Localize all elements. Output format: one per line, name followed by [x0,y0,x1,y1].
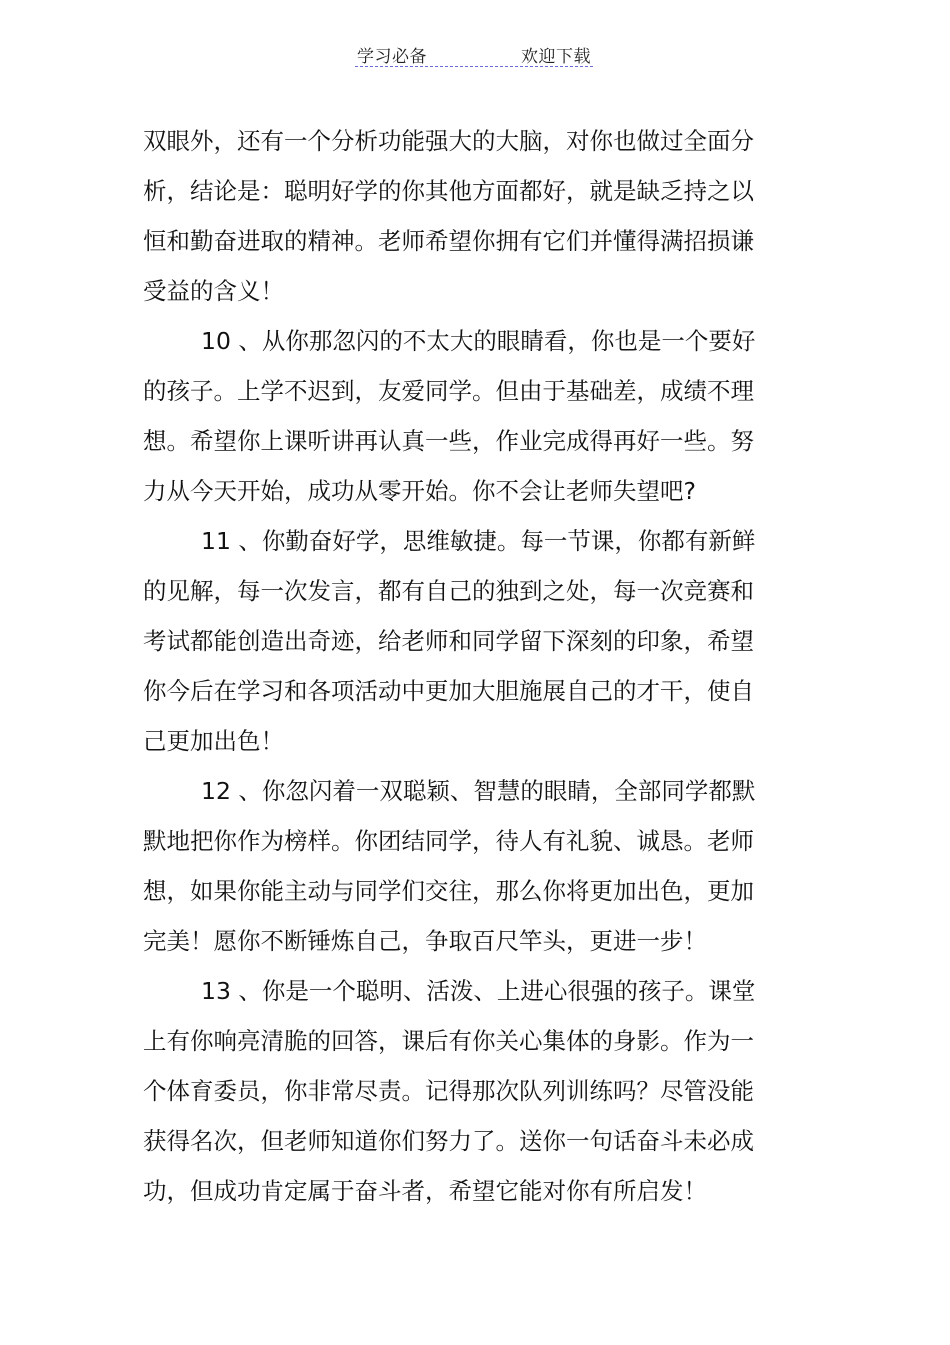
text-line: 获得名次，但老师知道你们努力了。送你一句话奋斗未必成 [143,1127,754,1155]
header-left-text: 学习必备 [357,47,427,67]
text-line: 想，如果你能主动与同学们交往，那么你将更加出色，更加 [143,877,754,905]
body-text [143,116,756,1216]
text-line: 的孩子。上学不迟到，友爱同学。但由于基础差，成绩不理 [143,377,754,405]
text-line: 11 、你勤奋好学，思维敏捷。每一节课，你都有新鲜 [201,527,756,555]
paragraph-continued [143,116,754,316]
text-line: 恒和勤奋进取的精神。老师希望你拥有它们并懂得满招损谦 [143,227,754,255]
text-line: 己更加出色！ [143,727,284,755]
text-line: 13 、你是一个聪明、活泼、上进心很强的孩子。课堂 [201,977,756,1005]
text-line: 默地把你作为榜样。你团结同学，待人有礼貌、诚恳。老师 [143,827,754,855]
text-line: 想。希望你上课听讲再认真一些，作业完成得再好一些。努 [143,427,754,455]
text-line: 力从今天开始，成功从零开始。你不会让老师失望吧? [143,477,696,505]
text-line: 10 、从你那忽闪的不太大的眼睛看，你也是一个要好 [201,327,756,355]
text-line: 的见解，每一次发言，都有自己的独到之处，每一次竞赛和 [143,577,754,605]
header-right-text: 欢迎下载 [521,47,591,67]
text-line: 功，但成功肯定属于奋斗者，希望它能对你有所启发！ [143,1177,707,1205]
text-line: 考试都能创造出奇迹，给老师和同学留下深刻的印象，希望 [143,627,754,655]
text-line: 双眼外，还有一个分析功能强大的大脑，对你也做过全面分 [143,127,754,155]
text-line: 上有你响亮清脆的回答，课后有你关心集体的身影。作为一 [143,1027,754,1055]
text-line: 析，结论是：聪明好学的你其他方面都好，就是缺乏持之以 [143,177,754,205]
text-line: 你今后在学习和各项活动中更加大胆施展自己的才干，使自 [143,677,754,705]
paragraph-10 [143,316,756,516]
text-line: 个体育委员，你非常尽责。记得那次队列训练吗？尽管没能 [143,1077,754,1105]
paragraph-12 [143,766,756,966]
page-header [355,40,593,67]
text-line: 12 、你忽闪着一双聪颖、智慧的眼睛，全部同学都默 [201,777,756,805]
paragraph-11 [143,516,756,766]
text-line: 完美！愿你不断锤炼自己，争取百尺竿头，更进一步！ [143,927,707,955]
paragraph-13 [143,966,756,1216]
text-line: 受益的含义！ [143,277,284,305]
